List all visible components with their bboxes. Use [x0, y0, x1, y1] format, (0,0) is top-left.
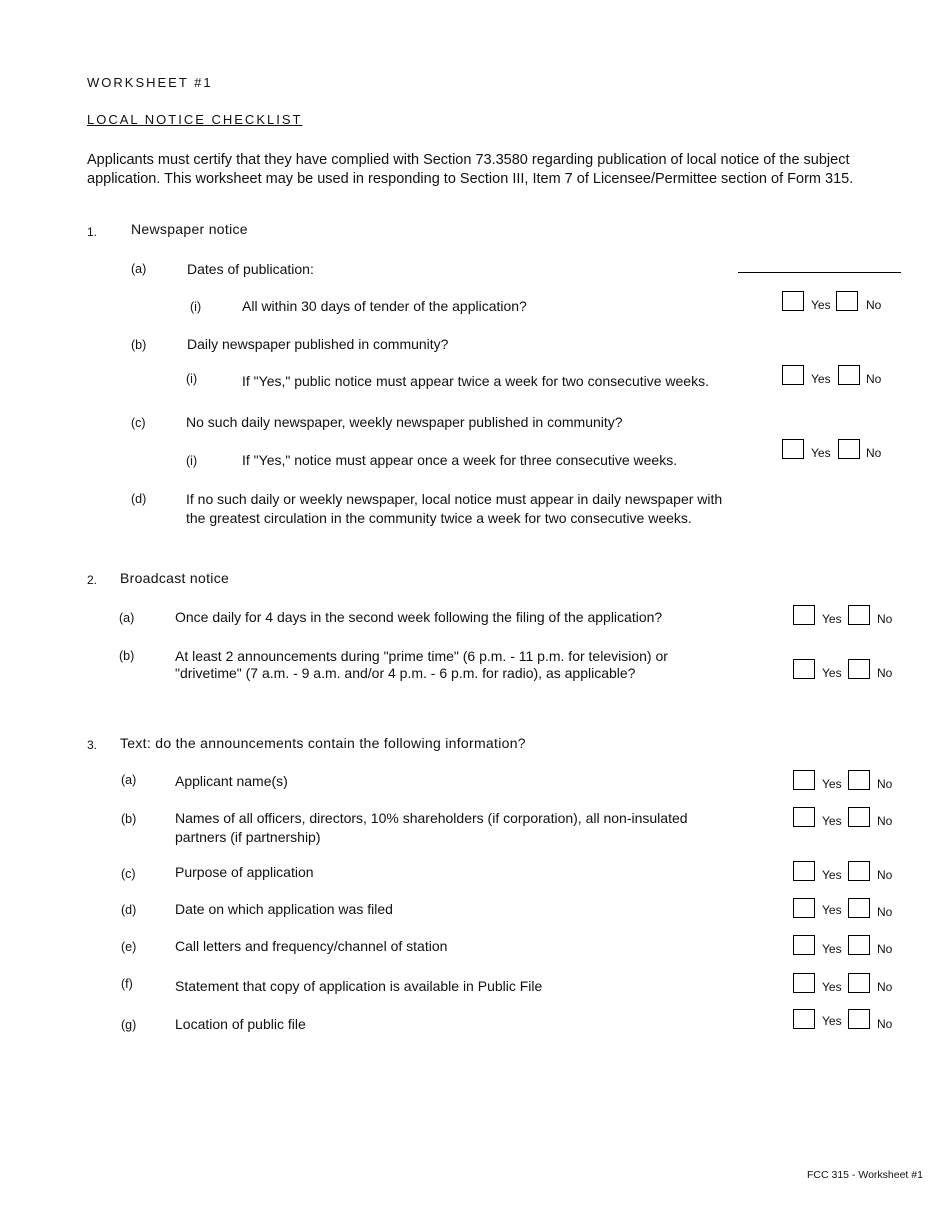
item-3e-label: (e): [121, 940, 137, 954]
section-3-title: Text: do the announcements contain the following information?: [120, 735, 526, 751]
item-1a-i-no-checkbox[interactable]: [836, 291, 858, 311]
item-2a-yes-label: Yes: [822, 612, 842, 626]
item-3a-label: (a): [121, 773, 137, 787]
section-1-number: 1.: [87, 225, 98, 239]
item-3c-yes-label: Yes: [822, 868, 842, 882]
item-3e-no-label: No: [877, 942, 893, 956]
item-3f-label: (f): [121, 977, 133, 991]
item-3c-text: Purpose of application: [175, 864, 314, 880]
item-1c-i-no-checkbox[interactable]: [838, 439, 860, 459]
form-footer: FCC 315 - Worksheet #1: [807, 1169, 923, 1181]
item-1b-i-yes-label: Yes: [811, 372, 831, 386]
item-3d-no-checkbox[interactable]: [848, 898, 870, 918]
item-1b-i-label: (i): [186, 372, 198, 386]
item-1b-label: (b): [131, 338, 147, 352]
item-3b-label: (b): [121, 812, 137, 826]
item-1b-text: Daily newspaper published in community?: [187, 336, 449, 352]
item-2a-no-checkbox[interactable]: [848, 605, 870, 625]
item-1c-i-no-label: No: [866, 446, 882, 460]
item-2b-yes-checkbox[interactable]: [793, 659, 815, 679]
item-1c-i-yes-label: Yes: [811, 446, 831, 460]
item-2a-no-label: No: [877, 612, 893, 626]
item-1d-label: (d): [131, 492, 147, 506]
item-1c-i-yes-checkbox[interactable]: [782, 439, 804, 459]
item-3b-text-line1: Names of all officers, directors, 10% shareholders (if corporation), all non-insulated: [175, 810, 688, 826]
section-2-number: 2.: [87, 573, 98, 587]
item-3f-yes-checkbox[interactable]: [793, 973, 815, 993]
item-3c-no-checkbox[interactable]: [848, 861, 870, 881]
item-3d-label: (d): [121, 903, 137, 917]
section-1-title: Newspaper notice: [131, 221, 248, 237]
item-1c-i-text: If "Yes," notice must appear once a week for three consecutive weeks.: [242, 452, 678, 468]
item-3f-no-checkbox[interactable]: [848, 973, 870, 993]
item-3b-no-checkbox[interactable]: [848, 807, 870, 827]
item-3g-yes-label: Yes: [822, 1014, 842, 1028]
item-3e-yes-label: Yes: [822, 942, 842, 956]
item-1a-i-yes-checkbox[interactable]: [782, 291, 804, 311]
item-3d-yes-checkbox[interactable]: [793, 898, 815, 918]
item-3e-yes-checkbox[interactable]: [793, 935, 815, 955]
item-1c-text: No such daily newspaper, weekly newspaper published in community?: [186, 414, 623, 430]
item-1b-i-no-label: No: [866, 372, 882, 386]
item-3f-text: Statement that copy of application is available in Public File: [175, 978, 543, 994]
worksheet-number: WORKSHEET #1: [87, 75, 213, 90]
item-3g-no-checkbox[interactable]: [848, 1009, 870, 1029]
item-1d-text-line2: the greatest circulation in the community twice a week for two consecutive weeks.: [186, 510, 692, 526]
section-2-title: Broadcast notice: [120, 570, 230, 586]
item-1a-i-yes-label: Yes: [811, 298, 831, 312]
item-2a-label: (a): [119, 611, 135, 625]
item-3a-text: Applicant name(s): [175, 773, 288, 789]
item-1b-i-yes-checkbox[interactable]: [782, 365, 804, 385]
item-3b-text-line2: partners (if partnership): [175, 829, 321, 845]
item-3a-yes-label: Yes: [822, 777, 842, 791]
item-3g-no-label: No: [877, 1017, 893, 1031]
item-2b-yes-label: Yes: [822, 666, 842, 680]
dates-of-publication-line[interactable]: [738, 272, 901, 273]
item-3c-no-label: No: [877, 868, 893, 882]
intro-paragraph: Applicants must certify that they have complied with Section 73.3580 regarding publication of local notice of the subject application. This worksheet may be used in responding to Section III, Item 7 of Licensee/Permittee section of Form 315.: [87, 152, 854, 187]
item-3d-no-label: No: [877, 905, 893, 919]
item-2b-text-line1: At least 2 announcements during "prime time" (6 p.m. - 11 p.m. for television) or: [175, 648, 668, 664]
item-2a-yes-checkbox[interactable]: [793, 605, 815, 625]
item-1a-label: (a): [131, 262, 147, 276]
item-2b-no-checkbox[interactable]: [848, 659, 870, 679]
page-title: LOCAL NOTICE CHECKLIST: [87, 112, 303, 127]
item-3g-text: Location of public file: [175, 1016, 306, 1032]
item-3a-no-checkbox[interactable]: [848, 770, 870, 790]
item-2a-text: Once daily for 4 days in the second week following the filing of the application?: [175, 609, 663, 625]
item-3d-yes-label: Yes: [822, 903, 842, 917]
item-3b-yes-checkbox[interactable]: [793, 807, 815, 827]
item-3e-text: Call letters and frequency/channel of station: [175, 938, 448, 954]
item-1c-label: (c): [131, 416, 146, 430]
item-2b-label: (b): [119, 649, 135, 663]
item-1a-i-label: (i): [190, 300, 202, 314]
item-3e-no-checkbox[interactable]: [848, 935, 870, 955]
item-3g-label: (g): [121, 1018, 137, 1032]
item-1a-text: Dates of publication:: [187, 261, 314, 277]
item-1a-i-text: All within 30 days of tender of the application?: [242, 298, 527, 314]
item-3f-no-label: No: [877, 980, 893, 994]
item-2b-no-label: No: [877, 666, 893, 680]
item-1b-i-text: If "Yes," public notice must appear twice a week for two consecutive weeks.: [242, 373, 709, 389]
item-1b-i-no-checkbox[interactable]: [838, 365, 860, 385]
item-3b-yes-label: Yes: [822, 814, 842, 828]
item-1a-i-no-label: No: [866, 298, 882, 312]
item-3f-yes-label: Yes: [822, 980, 842, 994]
item-2b-text-line2: "drivetime" (7 a.m. - 9 a.m. and/or 4 p.m. - 6 p.m. for radio), as applicable?: [175, 665, 636, 681]
item-3b-no-label: No: [877, 814, 893, 828]
item-3a-yes-checkbox[interactable]: [793, 770, 815, 790]
item-3a-no-label: No: [877, 777, 893, 791]
item-1c-i-label: (i): [186, 454, 198, 468]
item-3c-label: (c): [121, 867, 136, 881]
item-3c-yes-checkbox[interactable]: [793, 861, 815, 881]
item-1d-text-line1: If no such daily or weekly newspaper, local notice must appear in daily newspaper with: [186, 491, 723, 507]
item-3g-yes-checkbox[interactable]: [793, 1009, 815, 1029]
section-3-number: 3.: [87, 738, 98, 752]
item-3d-text: Date on which application was filed: [175, 901, 393, 917]
